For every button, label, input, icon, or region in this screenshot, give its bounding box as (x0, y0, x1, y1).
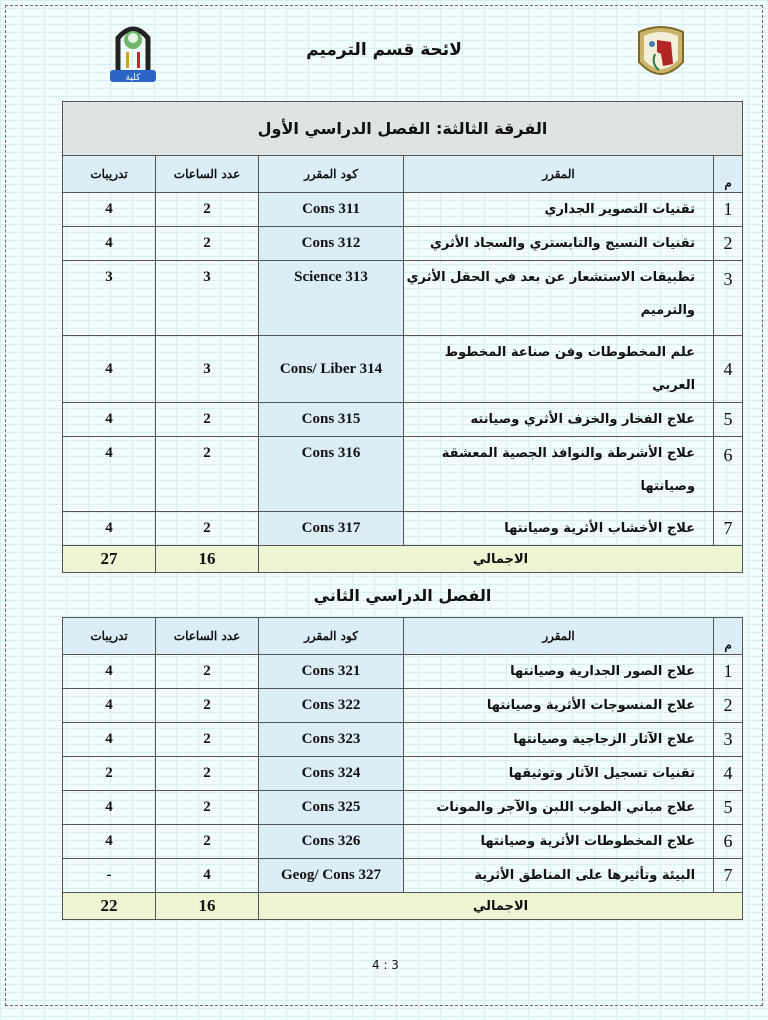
course-name: علاج الصور الجدارية وصيانتها (404, 655, 714, 689)
course-training: 4 (63, 791, 156, 825)
table-row (63, 336, 743, 403)
table-row (63, 227, 743, 261)
header-hours: عدد الساعات (156, 156, 259, 193)
course-training: 4 (63, 512, 156, 546)
table-row (63, 437, 743, 512)
header-m: م (714, 156, 743, 193)
header-code: كود المقرر (259, 156, 404, 193)
course-code: Geog/ Cons 327 (259, 859, 404, 893)
row-number: 3 (714, 261, 743, 336)
course-hours: 2 (156, 825, 259, 859)
table-row (63, 193, 743, 227)
course-hours: 4 (156, 859, 259, 893)
course-code: Cons 323 (259, 723, 404, 757)
row-number: 6 (714, 437, 743, 512)
row-number: 1 (714, 193, 743, 227)
header-course: المقرر (404, 618, 714, 655)
header-course: المقرر (404, 156, 714, 193)
semester2-total-row (63, 893, 743, 920)
course-code: Cons 321 (259, 655, 404, 689)
table-row (63, 791, 743, 825)
row-number: 4 (714, 336, 743, 403)
course-hours: 2 (156, 689, 259, 723)
course-name: علاج المخطوطات الأثرية وصيانتها (404, 825, 714, 859)
course-code: Cons/ Liber 314 (259, 336, 404, 403)
semester2-title-row (63, 573, 743, 618)
course-training: 4 (63, 336, 156, 403)
course-hours: 2 (156, 723, 259, 757)
page-number: 4 : 3 (372, 958, 399, 972)
course-name: علاج مباني الطوب اللبن والآجر والمونات (404, 791, 714, 825)
header-training: تدريبات (63, 156, 156, 193)
semester1-title: الفرقة الثالثة: الفصل الدراسي الأول (63, 102, 743, 156)
total-hours: 16 (156, 546, 259, 573)
course-hours: 2 (156, 791, 259, 825)
table-row (63, 261, 743, 336)
header-m: م (714, 618, 743, 655)
row-number: 2 (714, 689, 743, 723)
course-training: 4 (63, 655, 156, 689)
course-training: 3 (63, 261, 156, 336)
course-name: تقنيات النسيج والتابستري والسجاد الأثري (404, 227, 714, 261)
table-row (63, 825, 743, 859)
course-training: 4 (63, 723, 156, 757)
table-row (63, 757, 743, 791)
course-training: 4 (63, 227, 156, 261)
semester1-header-row (63, 156, 743, 193)
course-training: 4 (63, 437, 156, 512)
course-hours: 2 (156, 437, 259, 512)
row-number: 3 (714, 723, 743, 757)
course-hours: 2 (156, 512, 259, 546)
course-code: Cons 315 (259, 403, 404, 437)
course-hours: 2 (156, 403, 259, 437)
course-training: 4 (63, 193, 156, 227)
course-hours: 2 (156, 227, 259, 261)
course-code: Science 313 (259, 261, 404, 336)
table-row (63, 403, 743, 437)
document-title: لائحة قسم الترميم (306, 40, 462, 60)
row-number: 6 (714, 825, 743, 859)
course-name: تطبيقات الاستشعار عن بعد في الحقل الأثري والترميم (404, 261, 714, 336)
curriculum-table (62, 101, 743, 920)
total-training: 22 (63, 893, 156, 920)
row-number: 7 (714, 859, 743, 893)
course-name: علاج الآثار الزجاجية وصيانتها (404, 723, 714, 757)
course-code: Cons 312 (259, 227, 404, 261)
course-training: 2 (63, 757, 156, 791)
table-row (63, 723, 743, 757)
course-name: علم المخطوطات وفن صناعة المخطوط العربي (404, 336, 714, 403)
course-training: 4 (63, 403, 156, 437)
course-name: البيئة وتأثيرها على المناطق الأثرية (404, 859, 714, 893)
course-hours: 2 (156, 655, 259, 689)
course-code: Cons 311 (259, 193, 404, 227)
row-number: 2 (714, 227, 743, 261)
row-number: 7 (714, 512, 743, 546)
semester1-total-row (63, 546, 743, 573)
row-number: 5 (714, 403, 743, 437)
total-label: الاجمالي (259, 893, 743, 920)
semester2-title: الفصل الدراسي الثاني (63, 573, 743, 618)
svg-text:كلية: كلية (125, 73, 141, 83)
course-name: علاج المنسوجات الأثرية وصيانتها (404, 689, 714, 723)
row-number: 4 (714, 757, 743, 791)
semester2-header-row (63, 618, 743, 655)
header-training: تدريبات (63, 618, 156, 655)
semester1-title-row (63, 102, 743, 156)
course-training: 4 (63, 825, 156, 859)
table-row (63, 689, 743, 723)
course-training: - (63, 859, 156, 893)
course-name: علاج الأشرطة والنوافذ الجصية المعشقة وصيانتها (404, 437, 714, 512)
course-code: Cons 316 (259, 437, 404, 512)
course-name: تقنيات تسجيل الآثار وتوثيقها (404, 757, 714, 791)
table-row (63, 859, 743, 893)
table-row (63, 512, 743, 546)
row-number: 1 (714, 655, 743, 689)
course-code: Cons 317 (259, 512, 404, 546)
course-name: علاج الفخار والخزف الأثري وصيانته (404, 403, 714, 437)
course-name: علاج الأخشاب الأثرية وصيانتها (404, 512, 714, 546)
total-hours: 16 (156, 893, 259, 920)
course-code: Cons 325 (259, 791, 404, 825)
header-hours: عدد الساعات (156, 618, 259, 655)
course-hours: 2 (156, 757, 259, 791)
course-code: Cons 326 (259, 825, 404, 859)
course-training: 4 (63, 689, 156, 723)
header-code: كود المقرر (259, 618, 404, 655)
course-hours: 3 (156, 261, 259, 336)
course-code: Cons 324 (259, 757, 404, 791)
course-hours: 2 (156, 193, 259, 227)
course-hours: 3 (156, 336, 259, 403)
total-label: الاجمالي (259, 546, 743, 573)
course-code: Cons 322 (259, 689, 404, 723)
table-row (63, 655, 743, 689)
total-training: 27 (63, 546, 156, 573)
course-name: تقنيات التصوير الجداري (404, 193, 714, 227)
row-number: 5 (714, 791, 743, 825)
